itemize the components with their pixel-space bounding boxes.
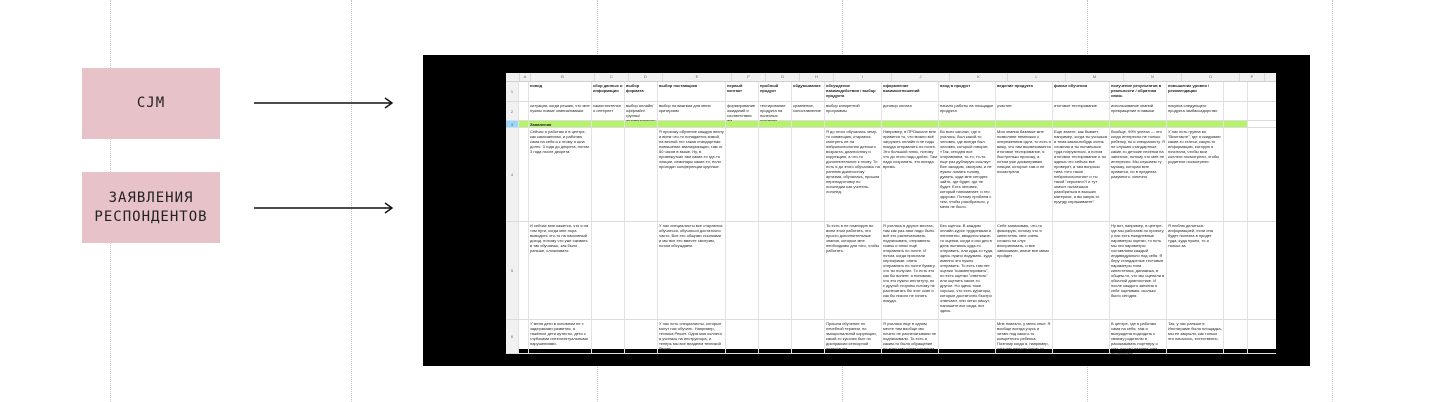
column-header[interactable]: I [834, 73, 892, 81]
table-cell[interactable]: Я училась в других местах, там как раз-таки надо было всё это распечатывать, подписывать, отправлять сканы и плюс ещё отправлять по почте. И потом, когда прислали сертификат, опять отправлять по почте бумагу, что ты получил. То есть это как бы вонеет, я понимаю, что это нужно институту, но с другой стороны потому не распечатать бы этот скан и как бы никого не гонять никуда. [882, 222, 939, 319]
guide-line [351, 0, 352, 402]
table-row [506, 320, 1276, 354]
table-cell[interactable]: И сейчас мне кажется, что я на том пути, когда мне пора выводить что-то на пассивный доход, потому что уже сживать в так обучаешь, как было раньше, сложновато. [529, 222, 592, 319]
table-cell[interactable] [759, 320, 792, 353]
table-cell[interactable] [592, 222, 625, 319]
column-header[interactable]: M [1066, 73, 1124, 81]
table-cell[interactable] [1224, 320, 1248, 353]
table-cell[interactable] [592, 121, 625, 127]
table-cell[interactable] [592, 320, 625, 353]
table-cell[interactable]: сбор данных и информации [592, 82, 625, 101]
column-header[interactable]: P [1240, 73, 1265, 81]
table-cell[interactable]: обдумывание [792, 82, 825, 101]
spreadsheet-body [506, 82, 1276, 354]
table-cell[interactable]: повышение уровня / рекомендации [1167, 82, 1224, 101]
table-cell[interactable]: У нас есть специалисты, которые могут нас обучать. Например, техника Решет. Одна моя коллега я училась на инструктора, и теперь мы все владеем техникой Решет. [658, 320, 726, 353]
table-cell[interactable] [625, 320, 658, 353]
table-cell[interactable] [939, 320, 996, 353]
row-number[interactable]: 4 [506, 128, 519, 221]
table-row [506, 121, 1276, 128]
table-cell[interactable]: Заявления [529, 121, 592, 127]
table-cell[interactable] [726, 128, 759, 221]
table-cell[interactable] [625, 121, 658, 127]
table-cell[interactable]: выбор по важным для меня критериям [658, 102, 726, 120]
table-cell[interactable]: начало работы на площадке продукта [939, 102, 996, 120]
table-cell[interactable]: Во всех школах, где я училась, был какой-то человек, где всегда был человек, который говорит, «Так, сегодня все отправляем, то-то, то-то, еще раз дублирую ссылку» Все заходим, смотрим, и не нужно ломать голову, думать, куда мне сегодня зайти, где будет, где не будет. Есть человек, который напоминает, и это здорово. Потому проблем с тем, чтобы разобраться, у меня не было. [939, 128, 996, 221]
table-cell[interactable] [792, 320, 825, 353]
table-cell[interactable] [592, 128, 625, 221]
table-cell[interactable]: выбор формата [625, 82, 658, 101]
table-cell[interactable]: выбор поставщика [658, 82, 726, 101]
guide-line [1332, 0, 1333, 402]
table-cell[interactable] [759, 128, 792, 221]
table-cell[interactable] [882, 121, 939, 127]
table-cell[interactable] [625, 128, 658, 221]
column-header[interactable]: J [892, 73, 950, 81]
table-cell[interactable]: У нас специалисты все стараются обучаться, обучаться достаточно часто, Все это общими ссылками и мы все это вместе смотрим, потом обсуждаем. [658, 222, 726, 319]
table-row [506, 128, 1276, 222]
table-cell[interactable] [792, 128, 825, 221]
table-cell[interactable]: Я училась еще в одном месте там вообще мы ничего не распечатывали не подписывали. То есть я каким-то было обращение по типу там копия паспорта. [882, 320, 939, 353]
table-cell[interactable]: самостоятельно интернет [592, 102, 625, 120]
table-cell[interactable]: обсуждение взаимодействия / выбор продукта [825, 82, 882, 101]
arrow-icon [254, 97, 394, 109]
table-cell[interactable] [996, 121, 1053, 127]
table-cell[interactable]: Я до этого обучалась чему-то совмещаю, стараюсь смотреть не на нейропсихологию детского возраста, диагностику и коррекцию, а что-то дополнительное к этому. То есть я до этого обучалась на раннюю диагностику аутизма, обучалась, прошла переподготовку по логопедии как учитель-логопед. [825, 128, 882, 221]
table-cell[interactable] [625, 222, 658, 319]
table-cell[interactable]: Я люблю делиться информацией, если она будет полезна в придет туда, куда нужно, то я только за. [1167, 222, 1224, 319]
table-cell[interactable]: Еще знаете, как бывает, например, когда ты учишься и тема какая-нибудь очень сложная и ты пытаешься туда погрузиться, а потом итоговое тестирование и ты ждешь что сейчас все проверят, а там вопросы типа «что такое нейропсихология» и ты такой "серьезно?! и тут значит пытаешься разобраться в высших материях, а вы какую-то ерунду спрашиваете" [1053, 128, 1110, 221]
table-cell[interactable]: Ну вот, например, в центре, где мы работаем по проекту, у нас есть ежедневные параметры оценки, то есть мы эти параметры составляем каждый индивидуально под себя. Я беру стандартные тестовые параметры типа кинестетика, динамика, в общем-то, что мы оценили в обычной диагностике. И после каждого занятия я себе оцениваю, сколько было сегодня. [1110, 222, 1167, 319]
table-cell[interactable] [1224, 82, 1248, 101]
table-cell[interactable] [759, 222, 792, 319]
column-header[interactable]: A [520, 73, 531, 81]
table-cell[interactable]: ситуация, когда решаю, что мне нужны новые знания/навыки [529, 102, 592, 120]
table-cell[interactable]: получение результатов в реальности / обратная связь [1110, 82, 1167, 101]
table-cell[interactable] [939, 121, 996, 127]
table-cell[interactable] [519, 128, 529, 221]
table-row [506, 82, 1276, 102]
table-cell[interactable]: выбор конкретной программы [825, 102, 882, 120]
table-cell[interactable]: выбор онлайн/оффлайн/группы/ [625, 102, 658, 120]
table-cell[interactable]: Я прохожу обучение каждую весну и всем что-то попадается зимой, на весной это такая стандартная повышение квалификации, там от 60 часов в выше. Ну, в промежутках там какие-то где-то лекции, семинары какие-то, если проходят конференции крупные [658, 128, 726, 221]
row-number[interactable]: 2 [506, 102, 519, 120]
table-cell[interactable] [1224, 102, 1248, 120]
table-cell[interactable]: первый контакт [726, 82, 759, 101]
table-cell[interactable] [1167, 121, 1224, 127]
spreadsheet[interactable] [506, 73, 1276, 356]
table-cell[interactable]: Без оценок. В каждом онлайн-курсе трудоемкая и непонятно, вводятся какие-то оценки, когда я изо дня в день пытаюсь куда-то отправить, или куда-то туда, здесь нужно подумать, куда именно это нужно отправить. То есть там нет оценки "комментировать", но есть оценки "ответить" или оценить какое-то другое. Но здесь тоже хорошо, что есть кураторы, которые достаточно быстро отвечают, они четко пишут, напишите вот сюда, вот здесь. [939, 222, 996, 319]
table-cell[interactable]: У меня дети в основном не с задержками развития, а тяжёлые дети аутисты, дети с глубокими интеллектуальными нарушениями. [529, 320, 592, 353]
table-cell[interactable] [1224, 222, 1248, 319]
table-cell[interactable]: покупка следующего продукта /амбассадорство [1167, 102, 1224, 120]
table-row [506, 222, 1276, 320]
table-cell[interactable]: Вообще, 99% успеха — это когда интересно не только ребенку, но и специалисту. Я не слушаю стандартные какие-то детские песенки на занятиях, потому что мне не интересно. Мы слушаем ту музыку, которая мне нравится, но в пределах разумного, конечно [1110, 128, 1167, 221]
table-cell[interactable]: финал обучения [1053, 82, 1110, 101]
table-cell[interactable] [519, 102, 529, 120]
table-cell[interactable]: повод [529, 82, 592, 101]
table-cell[interactable] [1053, 320, 1110, 353]
table-cell[interactable]: итоговое тестирование [1053, 102, 1110, 120]
statements-label [82, 172, 220, 243]
table-cell[interactable]: ведение продукта [996, 82, 1053, 101]
table-cell[interactable] [759, 121, 792, 127]
column-header[interactable]: C [595, 73, 629, 81]
column-header[interactable]: K [950, 73, 1008, 81]
table-cell[interactable] [519, 320, 529, 353]
table-cell[interactable] [726, 121, 759, 127]
table-cell[interactable]: вход в продукт [939, 82, 996, 101]
table-cell[interactable]: пробный продукт [759, 82, 792, 101]
row-number[interactable]: 3 [506, 121, 519, 127]
column-header-row [506, 73, 1276, 82]
column-header[interactable]: B [531, 73, 595, 81]
column-header[interactable] [506, 73, 520, 81]
table-cell[interactable] [1224, 121, 1248, 127]
table-cell[interactable]: Например, в ПРОшколе мне нравится то, что можно всё загрузить онлайн и не надо никуда отправлять по почте. Это большой плюс, потому что до этого надо дойти. Там надо сохранить, это всегда время. [882, 128, 939, 221]
table-cell[interactable]: Себе записываю, что-то фиксирую, потому что я кинестетик, мне очень сложно на слух воспринимать, и все записываю, иначе все мимо пройдет [996, 222, 1053, 319]
column-header[interactable]: E [663, 73, 732, 81]
column-header[interactable]: O [1182, 73, 1240, 81]
table-cell[interactable]: участие [996, 102, 1053, 120]
table-cell[interactable] [792, 222, 825, 319]
table-cell[interactable]: В центре, где я работаю сама на себя, там я вынуждена подходить к своему родителю и рассказывать портнеру о том, что мы делаем, чем продолжить [1110, 320, 1167, 353]
table-cell[interactable]: Прошла обучение по лечебной терапии, по эмоциональной коррекции, какой-то кусочек был по диспраксии сенсорной интеграции. [825, 320, 882, 353]
cjm-label-text: CJM [136, 95, 166, 111]
table-cell[interactable] [1053, 121, 1110, 127]
table-cell[interactable] [1053, 222, 1110, 319]
table-cell[interactable] [519, 82, 529, 101]
table-cell[interactable]: Сейчас я работаю и в центре, как самозанятая, и работаю сама на себя и к этому я шла долго. 3 года до декрета, потом 3 года после декрета. [529, 128, 592, 221]
arrow-icon [254, 202, 394, 214]
table-cell[interactable]: То есть я не планирую во всем этом работать, это просто дополнительные знания, которые мне необходимы для того, чтобы работать. [825, 222, 882, 319]
cjm-label [82, 68, 220, 139]
table-cell[interactable]: договор оплата [882, 102, 939, 120]
table-row [506, 102, 1276, 121]
table-cell[interactable]: оформление взаимоотношений [882, 82, 939, 101]
table-cell[interactable] [519, 121, 529, 127]
row-number[interactable]: 6 [506, 320, 519, 353]
table-cell[interactable]: формирование ожиданий и соответствия [726, 102, 759, 120]
table-cell[interactable] [792, 121, 825, 127]
column-header[interactable]: L [1008, 73, 1066, 81]
table-cell[interactable]: Так, у нас раньше в Инстаграме была площадка, мы ее закрыли, как только это началось, естественно. [1167, 320, 1224, 353]
table-cell[interactable] [825, 121, 882, 127]
table-cell[interactable] [726, 222, 759, 319]
column-header[interactable]: H [800, 73, 834, 81]
column-header[interactable]: N [1124, 73, 1182, 81]
table-cell[interactable] [519, 222, 529, 319]
column-header[interactable]: F [732, 73, 766, 81]
table-cell[interactable] [1224, 128, 1248, 221]
row-number[interactable]: 5 [506, 222, 519, 319]
table-cell[interactable]: тестирование продукта на полезных [759, 102, 792, 120]
row-number[interactable]: 1 [506, 82, 519, 101]
table-cell[interactable] [726, 320, 759, 353]
table-cell[interactable]: использование знаний превращение в навыки [1110, 102, 1167, 120]
table-cell[interactable]: Мне повезло, у меня опыт. Я вообще всегда учусь и читаю под какого-то конкретного ребенка. Поэтому когда я, например, слушаю лекцию какую-то [996, 320, 1053, 353]
statements-label-text: ЗАЯВЛЕНИЯ РЕСПОНДЕНТОВ [94, 189, 208, 225]
table-cell[interactable]: Мои знания базовые мне позволяют немножко с опережением идти, то есть я вижу, что там высвечивается итоговое тестирование, я быстренько прохожу, а потом уже досматриваю лекции, которые там и не посмотрела [996, 128, 1053, 221]
table-cell[interactable] [1110, 121, 1167, 127]
table-cell[interactable]: У нас есть группа во "Вконтакте", где я скидываю какие-то статьи, какую-то информацию, которую я почитала, чтобы мои коллеги посмотрели, чтобы родители посмотрели. [1167, 128, 1224, 221]
column-header[interactable]: D [629, 73, 663, 81]
table-cell[interactable] [658, 121, 726, 127]
table-cell[interactable]: сравнение, сопоставление [792, 102, 825, 120]
column-header[interactable]: G [766, 73, 800, 81]
